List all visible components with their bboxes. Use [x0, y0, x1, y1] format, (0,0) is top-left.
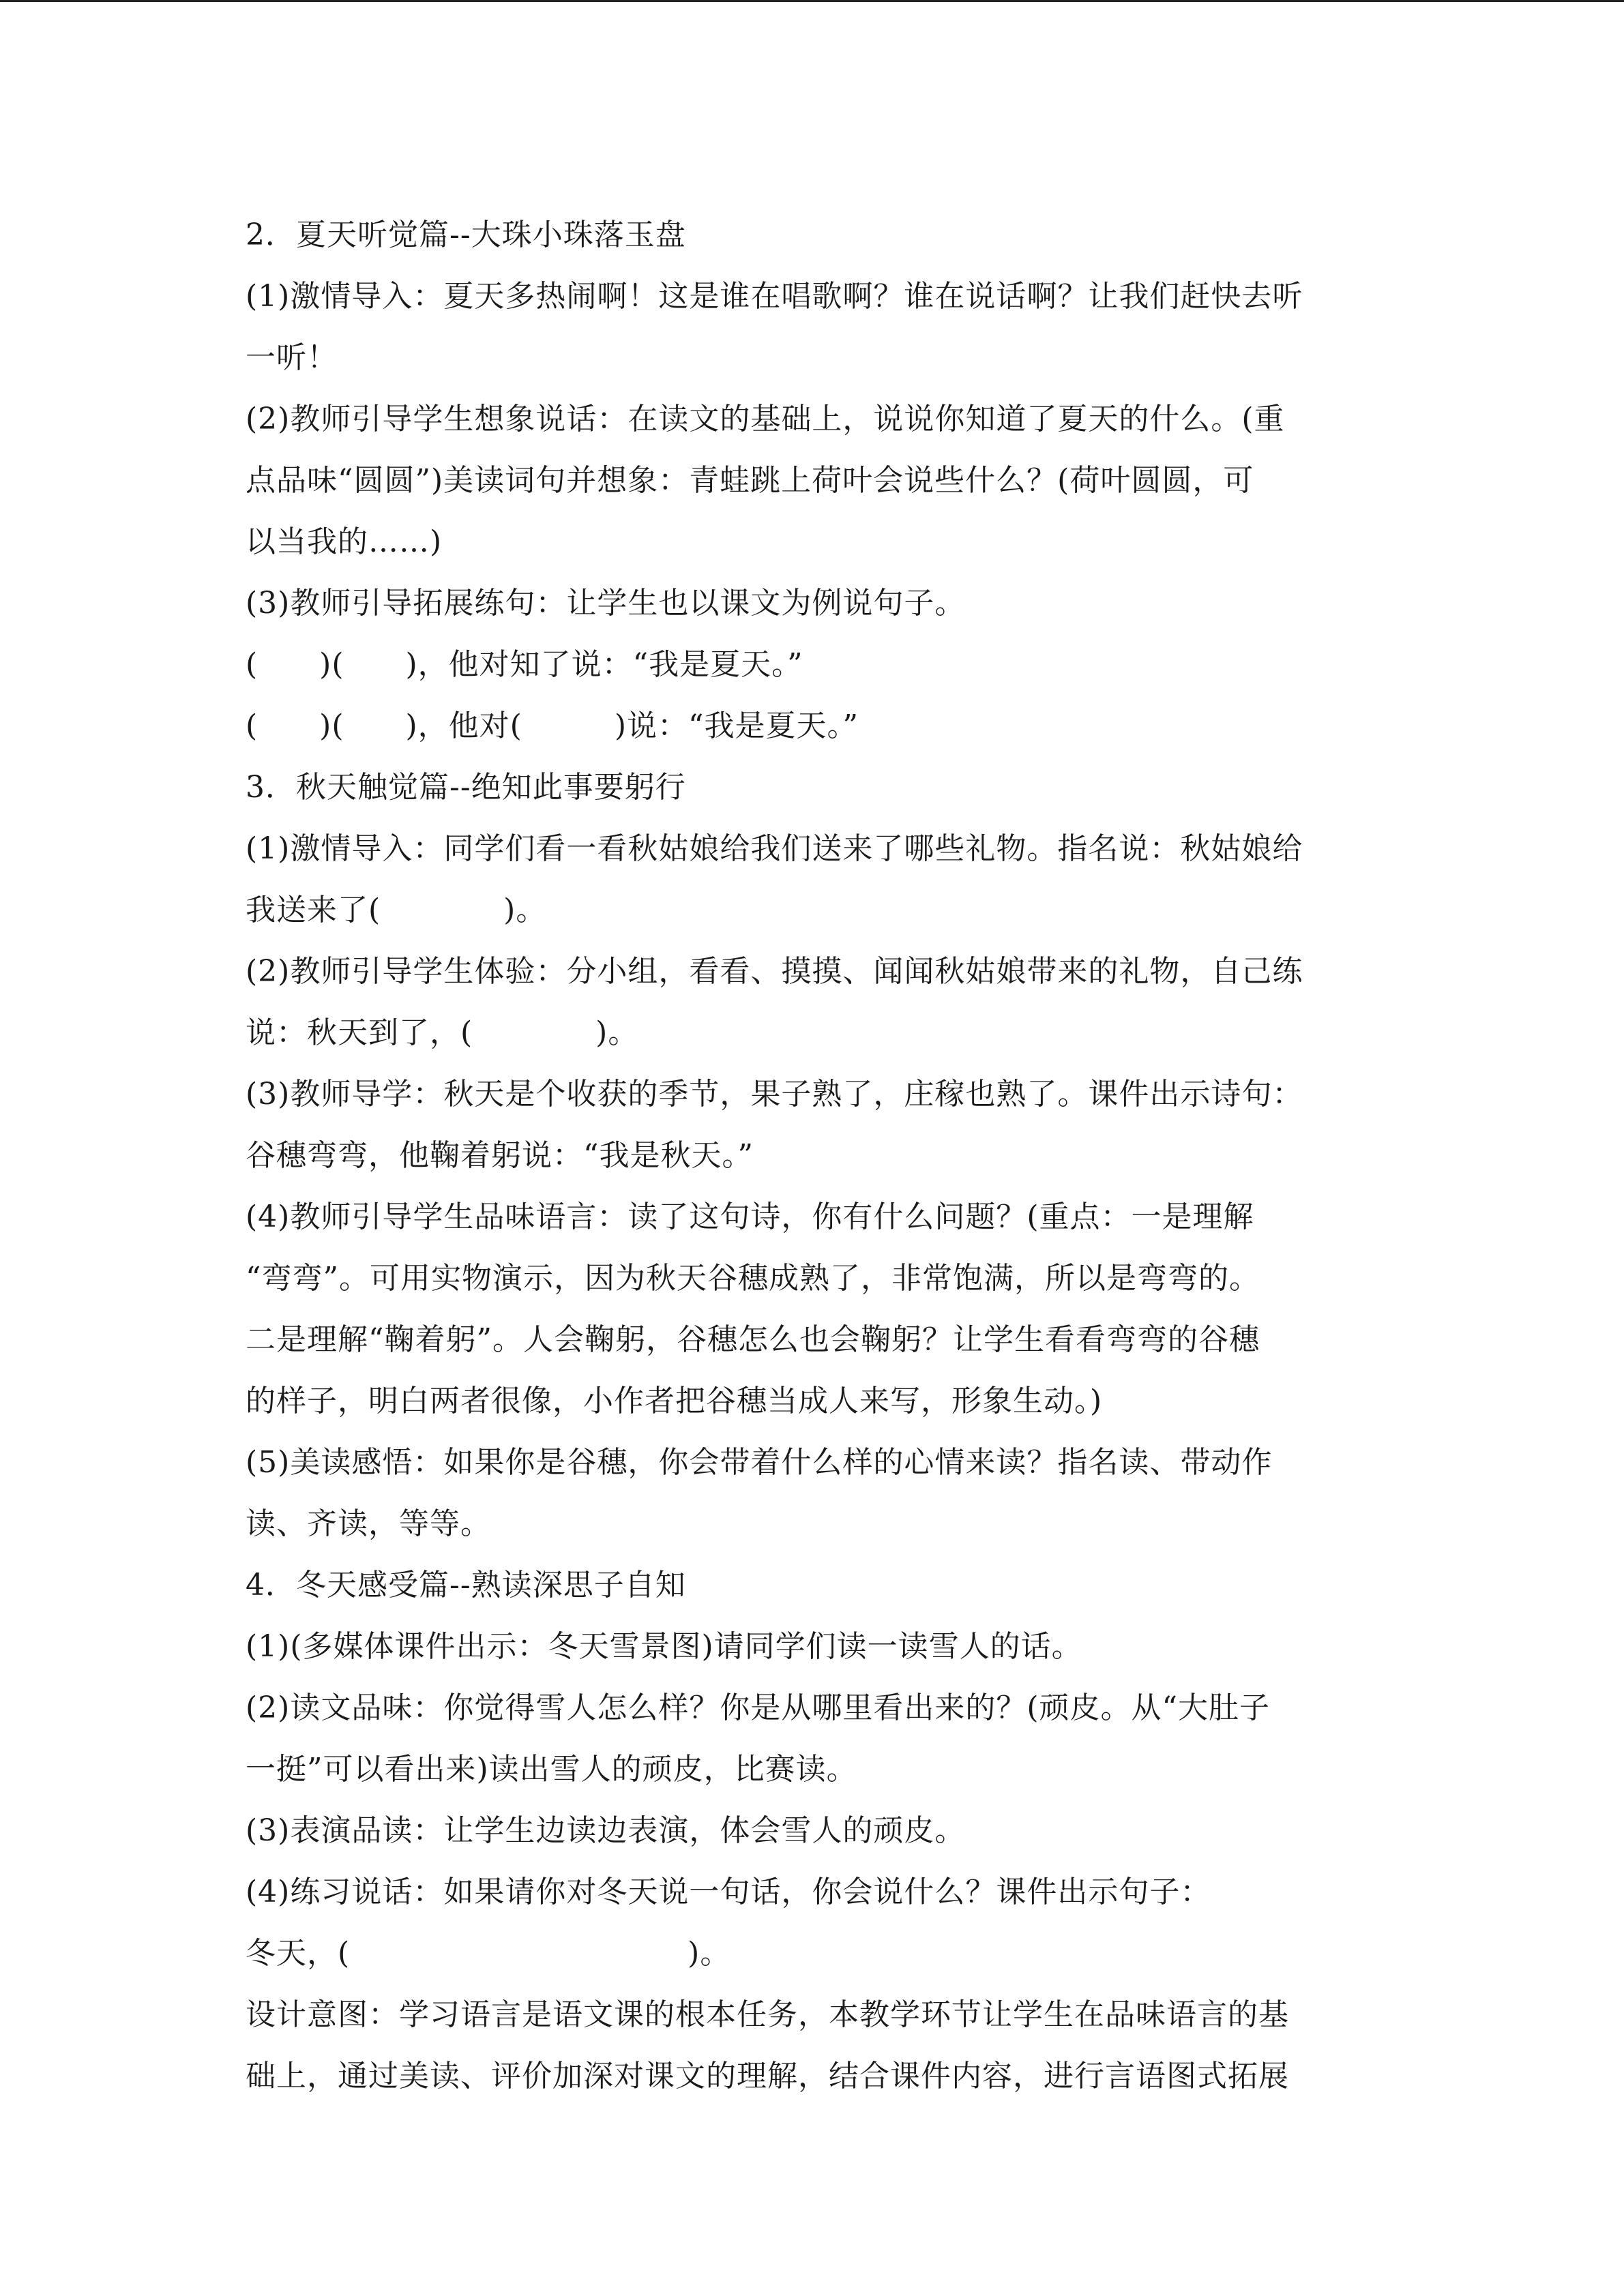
text-line: (4)教师引导学生品味语言：读了这句诗，你有什么问题？(重点：一是理解: [246, 1199, 1254, 1234]
text-line: 的样子，明白两者很像，小作者把谷穗当成人来写，形象生动。): [246, 1384, 1103, 1418]
section-heading-summer: 2．夏天听觉篇--大珠小珠落玉盘: [246, 218, 686, 252]
document-body: [246, 205, 1378, 2107]
text-line: 一听！: [246, 340, 338, 375]
text-line: (1)激情导入：同学们看一看秋姑娘给我们送来了哪些礼物。指名说：秋姑娘给: [246, 831, 1303, 866]
section-heading-autumn: 3．秋天触觉篇--绝知此事要躬行: [246, 770, 686, 805]
text-line: (3)表演品读：让学生边读边表演，体会雪人的顽皮。: [246, 1813, 966, 1848]
text-line: 读、齐读，等等。: [246, 1506, 491, 1541]
fill-blank-line: ( )( )，他对知了说：“我是夏天。”: [246, 647, 803, 682]
text-line: (3)教师引导拓展练句：让学生也以课文为例说句子。: [246, 586, 966, 621]
text-line: 以当我的……): [246, 524, 443, 559]
page-top-border: [0, 0, 1624, 2]
text-line: 点品味“圆圆”)美读词句并想象：青蛙跳上荷叶会说些什么？(荷叶圆圆，可: [246, 463, 1254, 498]
section-heading-winter: 4．冬天感受篇--熟读深思子自知: [246, 1568, 686, 1602]
fill-blank-line: 说：秋天到了，( )。: [246, 1015, 639, 1050]
text-line: (5)美读感悟：如果你是谷穗，你会带着什么样的心情来读？指名读、带动作: [246, 1445, 1273, 1480]
fill-blank-line: ( )( )，他对( )说：“我是夏天。”: [246, 709, 859, 743]
text-line: 谷穗弯弯，他鞠着躬说：“我是秋天。”: [246, 1138, 754, 1173]
text-line: (2)读文品味：你觉得雪人怎么样？你是从哪里看出来的？(顽皮。从“大肚子: [246, 1690, 1270, 1725]
design-intent-line: 设计意图：学习语言是语文课的根本任务，本教学环节让学生在品味语言的基: [246, 1997, 1289, 2032]
fill-blank-line: 我送来了( )。: [246, 893, 547, 927]
text-line: (2)教师引导学生想象说话：在读文的基础上，说说你知道了夏天的什么。(重: [246, 402, 1285, 436]
text-line: (4)练习说话：如果请你对冬天说一句话，你会说什么？课件出示句子：: [246, 1875, 1211, 1909]
text-line: (2)教师引导学生体验：分小组，看看、摸摸、闻闻秋姑娘带来的礼物，自己练: [246, 954, 1303, 989]
text-line: (1)激情导入：夏天多热闹啊！这是谁在唱歌啊？谁在说话啊？让我们赶快去听: [246, 279, 1303, 314]
text-line: (1)(多媒体课件出示：冬天雪景图)请同学们读一读雪人的话。: [246, 1629, 1082, 1664]
text-line: 一挺”可以看出来)读出雪人的顽皮，比赛读。: [246, 1752, 857, 1787]
design-intent-line: 础上，通过美读、评价加深对课文的理解，结合课件内容，进行言语图式拓展: [246, 2059, 1289, 2093]
text-line: 二是理解“鞠着躬”。人会鞠躬，谷穗怎么也会鞠躬？让学生看看弯弯的谷穗: [246, 1322, 1260, 1357]
text-line: (3)教师导学：秋天是个收获的季节，果子熟了，庄稼也熟了。课件出示诗句：: [246, 1077, 1303, 1112]
fill-blank-line: 冬天，( )。: [246, 1936, 731, 1971]
text-line: “弯弯”。可用实物演示，因为秋天谷穗成熟了，非常饱满，所以是弯弯的。: [246, 1261, 1260, 1296]
